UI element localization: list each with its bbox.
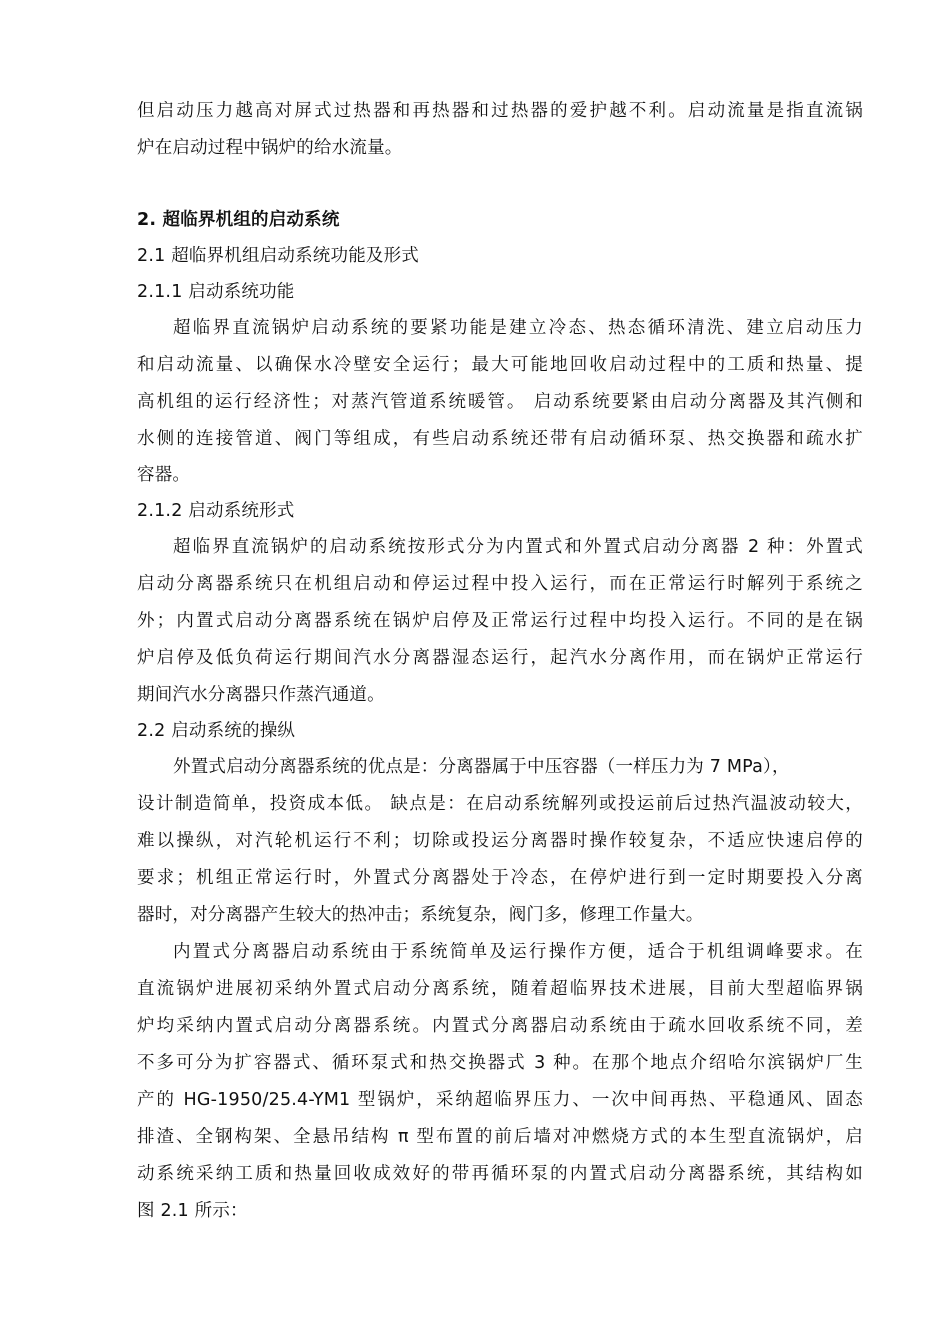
para-2-2-b-line-3: 炉均采纳内置式启动分离器系统。内置式分离器启动系统由于疏水回收系统不同，差 [137, 1016, 863, 1036]
para-2-1-1-line-2: 和启动流量、以确保水冷壁安全运行；最大可能地回收启动过程中的工质和热量、提 [137, 355, 863, 375]
para-2-1-1-line-1: 超临界直流锅炉启动系统的要紧功能是建立冷态、热态循环清洗、建立启动压力 [173, 318, 863, 338]
section-2-2-heading: 2.2 启动系统的操纵 [137, 721, 296, 741]
para-2-1-2-line-1: 超临界直流锅炉的启动系统按形式分为内置式和外置式启动分离器 2 种：外置式 [173, 537, 863, 557]
para-2-1-2-line-5: 期间汽水分离器只作蒸汽通道。 [137, 685, 385, 705]
para-2-2-b-line-2: 直流锅炉进展初采纳外置式启动分离系统，随着超临界技术进展，目前大型超临界锅 [137, 979, 863, 999]
para-2-1-2-line-3: 外；内置式启动分离器系统在锅炉启停及正常运行过程中均投入运行。不同的是在锅 [137, 611, 863, 631]
section-2-1-1-heading: 2.1.1 启动系统功能 [137, 282, 295, 302]
para-2-1-2-line-4: 炉启停及低负荷运行期间汽水分离器湿态运行，起汽水分离作用，而在锅炉正常运行 [137, 648, 863, 668]
intro-line-2: 炉在启动过程中锅炉的给水流量。 [137, 138, 403, 158]
para-2-2-b-line-4: 不多可分为扩容器式、循环泵式和热交换器式 3 种。在那个地点介绍哈尔滨锅炉厂生 [137, 1053, 863, 1073]
section-2-1-2-heading: 2.1.2 启动系统形式 [137, 501, 295, 521]
para-2-1-2-line-2: 启动分离器系统只在机组启动和停运过程中投入运行，而在正常运行时解列于系统之 [137, 574, 863, 594]
para-2-1-1-line-4: 水侧的连接管道、阀门等组成，有些启动系统还带有启动循环泵、热交换器和疏水扩 [137, 429, 863, 449]
para-2-1-1-line-3: 高机组的运行经济性；对蒸汽管道系统暖管。 启动系统要紧由启动分离器及其汽侧和 [137, 392, 863, 412]
para-2-1-1-line-5: 容器。 [137, 465, 191, 485]
section-2-1-heading: 2.1 超临界机组启动系统功能及形式 [137, 246, 419, 266]
para-2-2-a-line-4: 要求；机组正常运行时，外置式分离器处于冷态，在停炉进行到一定时期要投入分离 [137, 868, 863, 888]
para-2-2-a-line-5: 器时，对分离器产生较大的热冲击；系统复杂，阀门多，修理工作量大。 [137, 905, 704, 925]
para-2-2-b-line-5: 产的 HG-1950/25.4-YM1 型锅炉，采纳超临界压力、一次中间再热、平稳通风、固态 [137, 1090, 863, 1110]
para-2-2-a-line-2: 设计制造简单，投资成本低。 缺点是：在启动系统解列或投运前后过热汽温波动较大， [137, 794, 863, 814]
para-2-2-a-line-1: 外置式启动分离器系统的优点是：分离器属于中压容器（一样压力为 7 MPa）， [173, 757, 790, 777]
intro-line-1: 但启动压力越高对屏式过热器和再热器和过热器的爱护越不利。启动流量是指直流锅 [137, 101, 863, 121]
para-2-2-b-line-1: 内置式分离器启动系统由于系统简单及运行操作方便，适合于机组调峰要求。在 [173, 942, 863, 962]
para-2-2-b-line-6: 排渣、全钢构架、全悬吊结构 π 型布置的前后墙对冲燃烧方式的本生型直流锅炉，启 [137, 1127, 863, 1147]
para-2-2-b-line-8: 图 2.1 所示： [137, 1201, 248, 1221]
para-2-2-b-line-7: 动系统采纳工质和热量回收成效好的带再循环泵的内置式启动分离器系统，其结构如 [137, 1164, 863, 1184]
section-2-heading: 2. 超临界机组的启动系统 [137, 210, 340, 230]
para-2-2-a-line-3: 难以操纵，对汽轮机运行不利；切除或投运分离器时操作较复杂，不适应快速启停的 [137, 831, 863, 851]
